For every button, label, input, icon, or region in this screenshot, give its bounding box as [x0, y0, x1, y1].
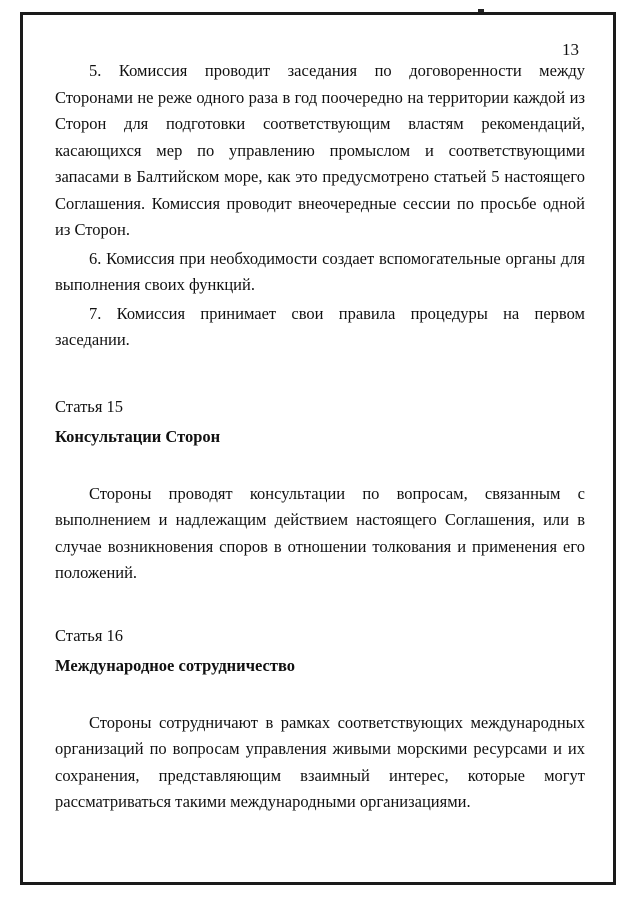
paragraph-7: 7. Комиссия принимает свои правила процедуры на первом заседании. [55, 303, 585, 349]
article-16-title: Международное сотрудничество [55, 656, 295, 675]
article-16-text: Стороны сотрудничают в рамках соответствующих международных организаций по вопросам управления живыми морскими ресурсами и их сохранения, представляющим взаимный интерес, которые могут рассматриваться такими международными организациями. [55, 712, 585, 811]
document-body [55, 58, 585, 816]
article-16-number: Статья 16 [55, 625, 124, 645]
article-15-title: Консультации Сторон [55, 427, 221, 446]
article-15-number: Статья 15 [55, 396, 124, 416]
paragraph-5: 5. Комиссия проводит заседания по договоренности между Сторонами не реже одного раза в год поочередно на территории каждой из Сторон для подготовки соответствующим властям рекомендаций, касающихся мер по управлению промыслом и соответствующими запасами в Балтийском море, как это предусмотрено статьей 5 настоящего Соглашения. Комиссия проводит внеочередные сессии по просьбе одной из Сторон. [55, 61, 585, 239]
paragraph-6: 6. Комиссия при необходимости создает вспомогательные органы для выполнения своих функций. [55, 248, 585, 294]
page-number: 13 [562, 40, 579, 59]
article-15-text: Стороны проводят консультации по вопросам, связанным с выполнением и надлежащим действием настоящего Соглашения, или в случае возникновения споров в отношении толкования и применения его положений. [55, 483, 585, 582]
scan-mark [478, 9, 484, 12]
